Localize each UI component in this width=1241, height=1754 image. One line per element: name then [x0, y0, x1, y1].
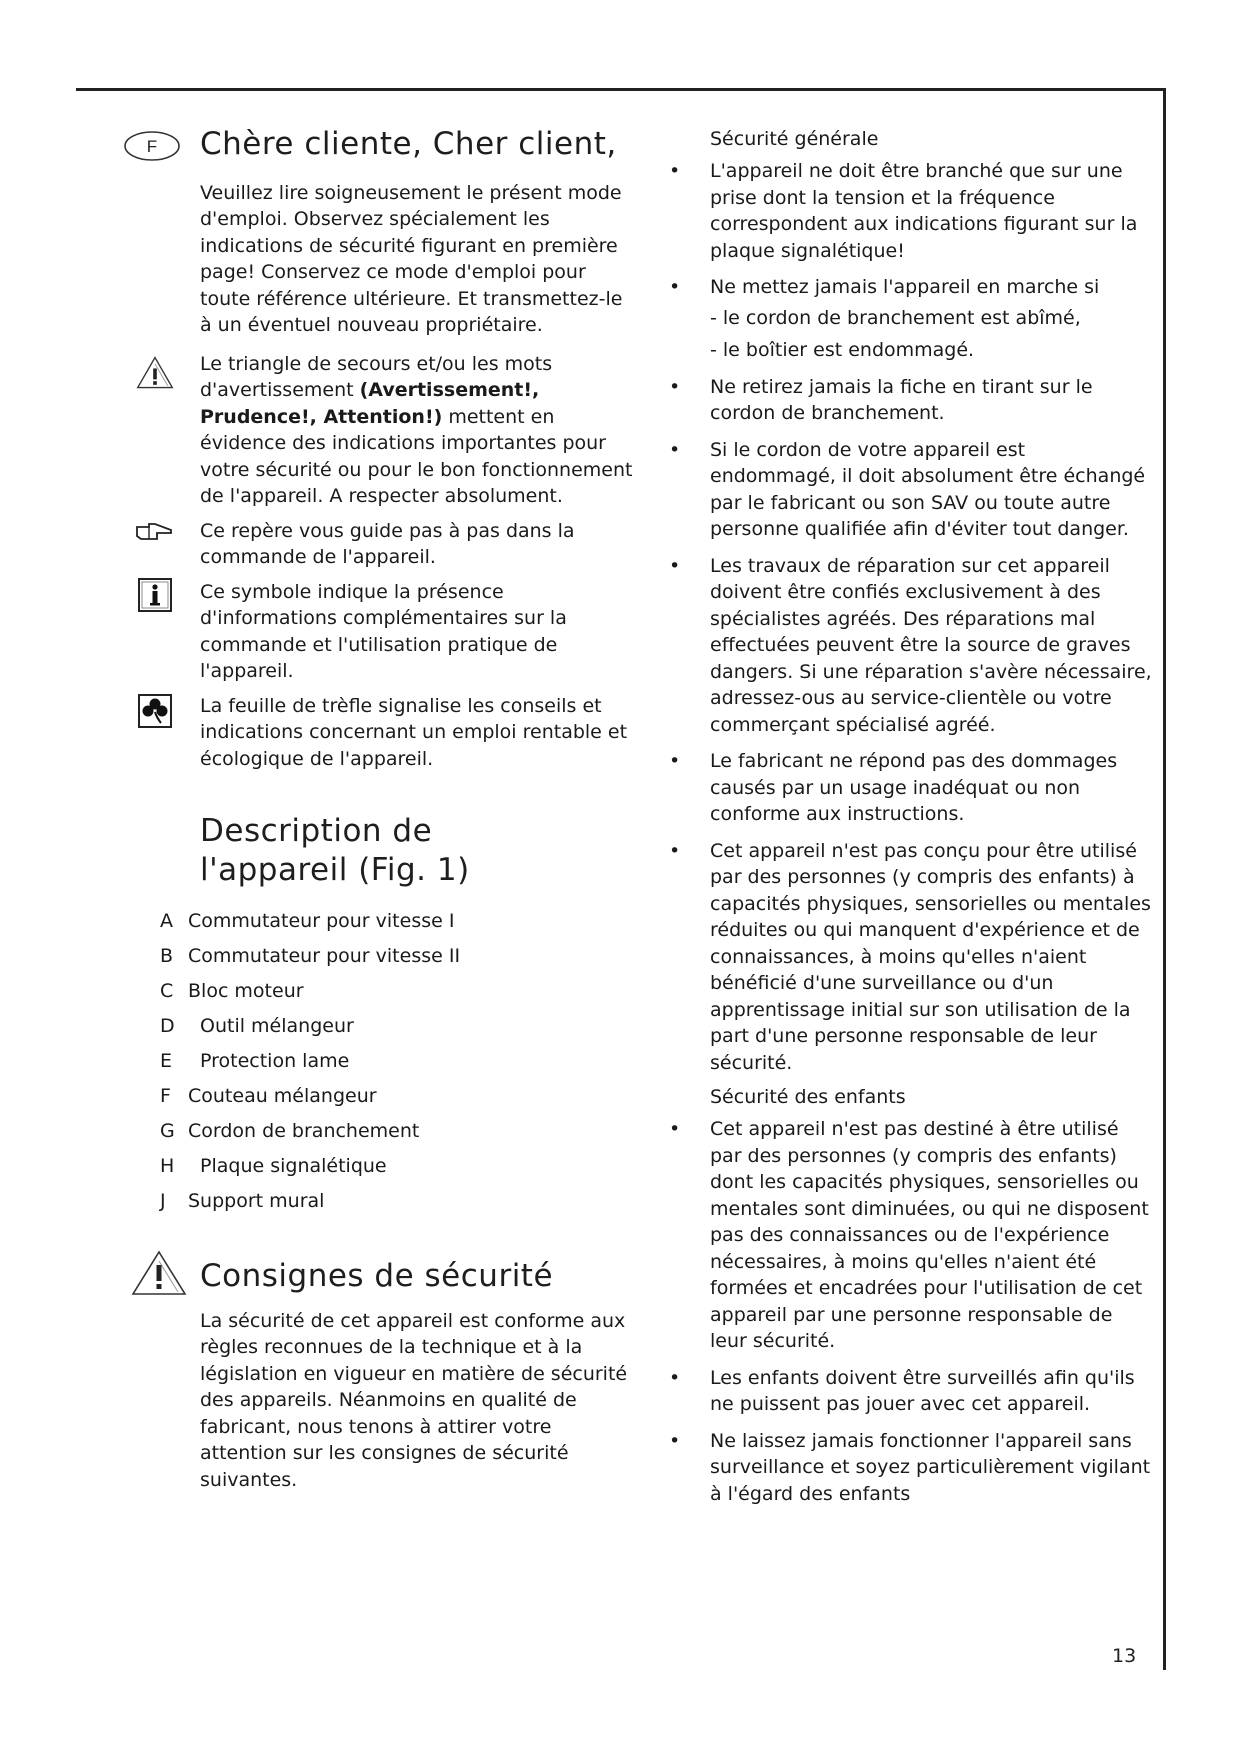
- left-column: [130, 125, 640, 1493]
- symbol-row-clover: [130, 693, 640, 773]
- dash-item: - le boîtier est endommagé.: [710, 339, 975, 361]
- part-item: A Commutateur pour vitesse I: [160, 909, 455, 932]
- symbol-text-clover: La feuille de trèfle signalise les conseils et indications concernant un emploi rentable et écologique de l'appareil.: [200, 694, 628, 770]
- part-item: J Support mural: [160, 1189, 325, 1212]
- general-safety-title: Sécurité générale: [710, 128, 879, 150]
- safety-title: Consignes de sécurité: [200, 1257, 554, 1294]
- description-title: Description de l'appareil (Fig. 1): [200, 813, 470, 888]
- clover-leaf-icon: [135, 691, 175, 731]
- list-item: • Cet appareil n'est pas conçu pour être utilisé par des personnes (y compris des enfants) à capacités physiques, sensorielles ou mentales réduites ou qui manquent d'expérience et de connaissances, à moins qu'elles n'aient bénéficié d'une surveillance ou d'un apprentissage initial sur son utilisation de la part d'une personne responsable de leur sécurité.: [665, 838, 1155, 1077]
- description-section: [130, 812, 640, 1219]
- part-item: F Couteau mélangeur: [160, 1084, 377, 1107]
- language-badge: [122, 129, 182, 163]
- list-item: • Cet appareil n'est pas destiné à être utilisé par des personnes (y compris des enfants) dont les capacités physiques, sensorielles ou mentales sont diminuées, ou qui ne disposent pas des connaissances ou de l'expérience nécessaires, à moins qu'elles n'aient été formées et encadrées pour l'utilisation de cet appareil par une personne responsable de leur sécurité.: [665, 1116, 1155, 1355]
- right-rule: [1163, 88, 1166, 1670]
- symbol-row-warning: [130, 351, 640, 510]
- warning-triangle-icon: [135, 353, 175, 393]
- list-item: • Ne laissez jamais fonctionner l'appareil sans surveillance et soyez particulièrement vigilant à l'égard des enfants: [665, 1428, 1155, 1508]
- greeting-title: Chère cliente, Cher client,: [200, 126, 617, 162]
- list-item: • L'appareil ne doit être branché que sur une prise dont la tension et la fréquence correspondent aux indications figurant sur la plaque signalétique!: [665, 158, 1155, 264]
- list-item: • Ne mettez jamais l'appareil en marche si: [665, 274, 1155, 301]
- part-item: C Bloc moteur: [160, 979, 304, 1002]
- children-safety-title: Sécurité des enfants: [710, 1086, 906, 1108]
- part-item: H Plaque signalétique: [160, 1154, 387, 1177]
- parts-list: [130, 904, 640, 1219]
- page-number: 13: [1112, 1645, 1137, 1667]
- part-item: G Cordon de branchement: [160, 1119, 420, 1142]
- intro-text: Veuillez lire soigneusement le présent mode d'emploi. Observez spécialement les indications de sécurité figurant en première page! Conservez ce mode d'emploi pour toute référence ultérieure. Et transmettez-le à un éventuel nouveau propriétaire.: [200, 181, 623, 337]
- right-column: [665, 128, 1155, 1517]
- list-item: • Si le cordon de votre appareil est endommagé, il doit absolument être échangé par le fabricant ou son SAV ou toute autre personne qualifiée afin d'éviter tout danger.: [665, 437, 1155, 543]
- symbol-row-hand: [130, 518, 640, 571]
- top-rule: [76, 88, 1166, 91]
- safety-header: [130, 1249, 640, 1296]
- list-item: • Les enfants doivent être surveillés afin qu'ils ne puissent pas jouer avec cet appareil.: [665, 1365, 1155, 1418]
- part-item: B Commutateur pour vitesse II: [160, 944, 461, 967]
- safety-intro-text: La sécurité de cet appareil est conforme aux règles reconnues de la technique et à la législation en vigueur en matière de sécurité des appareils. Néanmoins en qualité de fabricant, nous tenons à attirer votre attention sur les consignes de sécurité suivantes.: [200, 1309, 628, 1491]
- dash-item: - le cordon de branchement est abîmé,: [710, 306, 1081, 329]
- info-icon: [135, 575, 175, 615]
- list-item: • Ne retirez jamais la fiche en tirant sur le cordon de branchement.: [665, 374, 1155, 427]
- general-safety-list-continued: [665, 374, 1155, 1077]
- list-item: • Les travaux de réparation sur cet appareil doivent être confiés exclusivement à des spécialistes agréés. Des réparations mal effectuées peuvent être la source de graves dangers. Si une réparation s'avère nécessaire, adressez-ous au service-clientèle ou votre commerçant spécialisé agréé.: [665, 553, 1155, 739]
- warning-triangle-icon: [130, 1249, 188, 1297]
- symbol-text-info: Ce symbole indique la présence d'informations complémentaires sur la commande et l'utilisation pratique de l'appareil.: [200, 580, 567, 683]
- general-safety-list: [665, 158, 1155, 301]
- children-safety-list: [665, 1116, 1155, 1507]
- pointing-hand-icon: [135, 512, 175, 552]
- part-item: E Protection lame: [160, 1049, 350, 1072]
- part-item: D Outil mélangeur: [160, 1014, 354, 1037]
- symbol-row-info: [130, 579, 640, 685]
- list-item: • Le fabricant ne répond pas des dommages causés par un usage inadéquat ou non conforme aux instructions.: [665, 748, 1155, 828]
- language-badge-letter: F: [146, 137, 158, 156]
- symbol-text-hand: Ce repère vous guide pas à pas dans la commande de l'appareil.: [200, 519, 575, 569]
- greeting-header: [130, 125, 640, 164]
- symbol-text-warning: Le triangle de secours et/ou les mots d'avertissement (Avertissement!, Prudence!, Attention!) mettent en évidence des indications importantes pour votre sécurité ou pour le bon fonctionnement de l'appareil. A respecter absolument.: [200, 352, 633, 508]
